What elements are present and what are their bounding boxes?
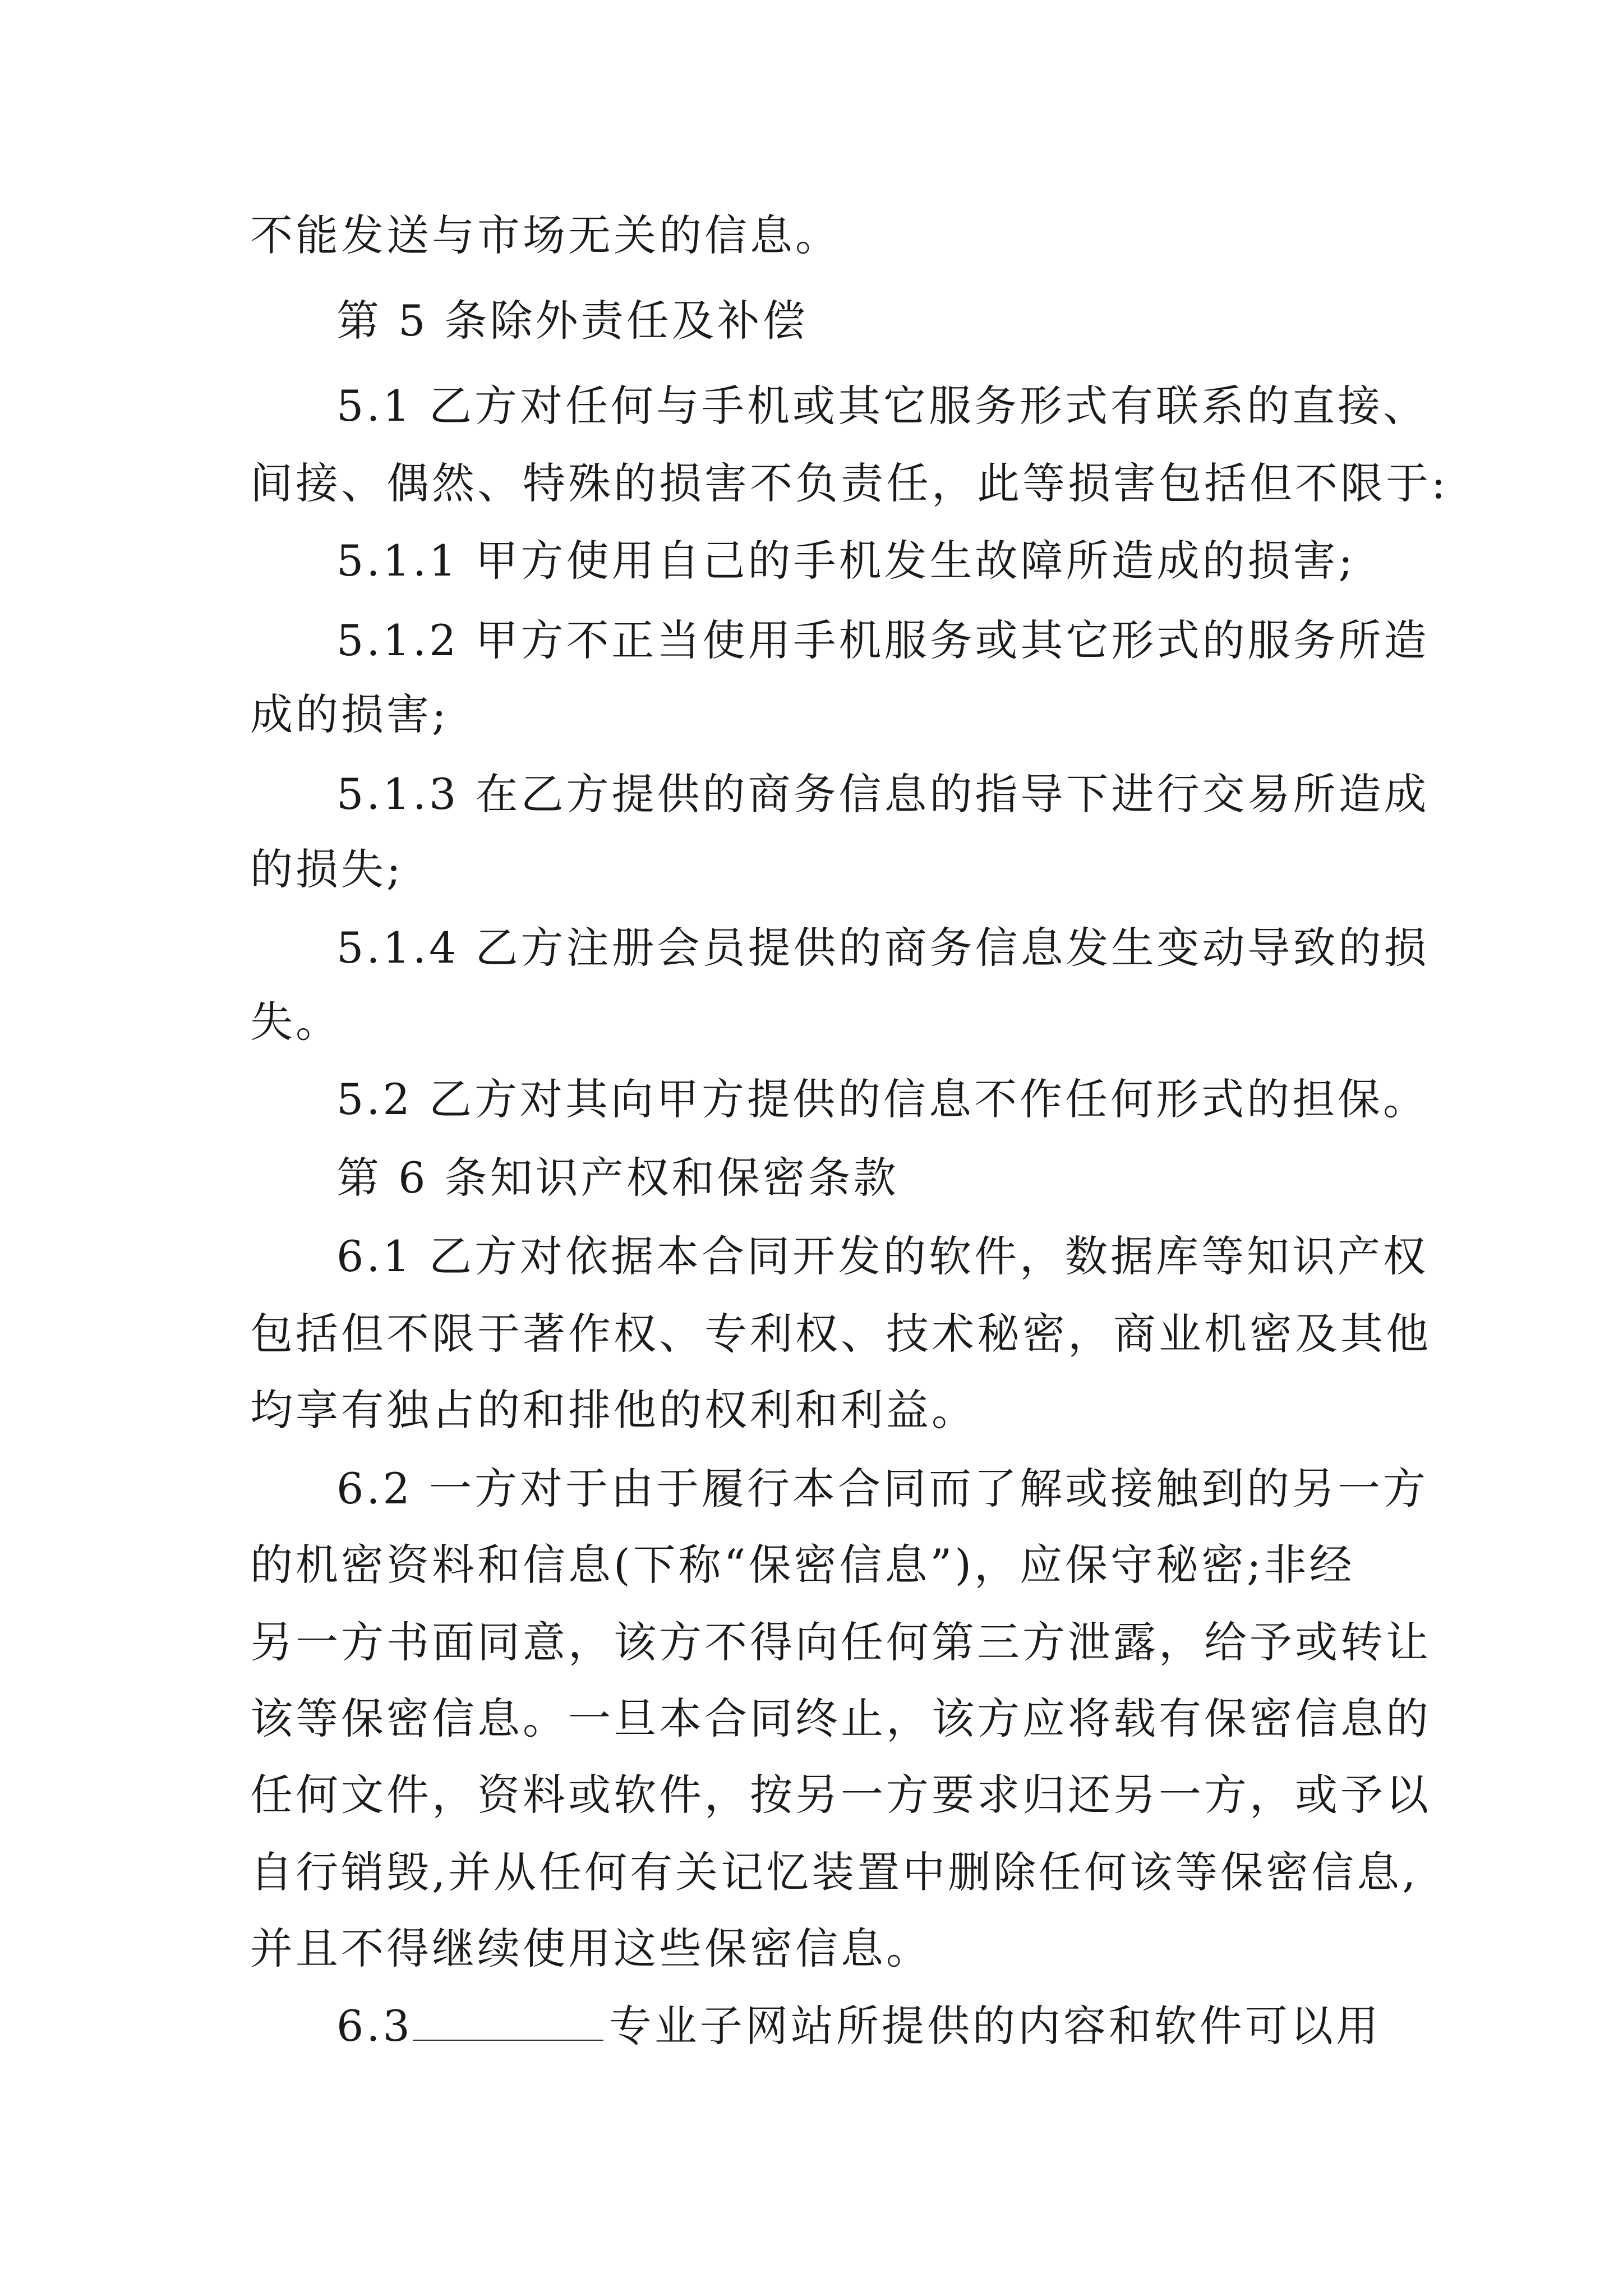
paragraph-line: 5.1.4 乙方注册会员提供的商务信息发生变动导致的损 — [336, 923, 1430, 973]
paragraph-line: 间接、偶然、特殊的损害不负责任，此等损害包括但不限于: — [250, 458, 1449, 508]
paragraph-line: 5.1.1 甲方使用自己的手机发生故障所造成的损害; — [336, 536, 1356, 586]
paragraph-line: 5.2 乙方对其向甲方提供的信息不作任何形式的担保。 — [336, 1074, 1429, 1124]
paragraph-line: 的机密资料和信息(下称“保密信息”)，应保守秘密;非经 — [250, 1540, 1355, 1590]
clause-text: 专业子网站所提供的内容和软件可以用 — [608, 2001, 1381, 2051]
paragraph-line: 不能发送与市场无关的信息。 — [250, 210, 841, 260]
paragraph-line: 失。 — [250, 997, 341, 1047]
paragraph-line: 该等保密信息。一旦本合同终止，该方应将载有保密信息的 — [250, 1694, 1431, 1743]
paragraph-line: 任何文件，资料或软件，按另一方要求归还另一方，或予以 — [250, 1770, 1431, 1820]
paragraph-line: 均享有独占的和排他的权利和利益。 — [250, 1385, 977, 1435]
paragraph-line: 的损失; — [250, 844, 404, 894]
fill-in-blank — [413, 2000, 603, 2041]
article-5-heading: 第 5 条除外责任及补偿 — [336, 296, 808, 346]
paragraph-line: 6.1 乙方对依据本合同开发的软件，数据库等知识产权 — [336, 1231, 1429, 1281]
paragraph-line: 包括但不限于著作权、专利权、技术秘密，商业机密及其他 — [250, 1309, 1431, 1359]
paragraph-line: 自行销毁,并从任何有关记忆装置中删除任何该等保密信息, — [250, 1847, 1419, 1897]
paragraph-line: 成的损害; — [250, 689, 449, 739]
paragraph-line: 5.1.2 甲方不正当使用手机服务或其它形式的服务所造 — [336, 615, 1430, 665]
paragraph-line: 5.1.3 在乙方提供的商务信息的指导下进行交易所造成 — [336, 769, 1430, 819]
paragraph-line: 并且不得继续使用这些保密信息。 — [250, 1924, 932, 1973]
paragraph-line-with-blank — [336, 1998, 1381, 2054]
paragraph-line: 另一方书面同意，该方不得向任何第三方泄露，给予或转让 — [250, 1617, 1431, 1667]
paragraph-line: 5.1 乙方对任何与手机或其它服务形式有联系的直接、 — [336, 381, 1429, 431]
clause-number: 6.3 — [336, 2001, 413, 2051]
article-6-heading: 第 6 条知识产权和保密条款 — [336, 1153, 899, 1203]
paragraph-line: 6.2 一方对于由于履行本合同而了解或接触到的另一方 — [336, 1464, 1429, 1513]
